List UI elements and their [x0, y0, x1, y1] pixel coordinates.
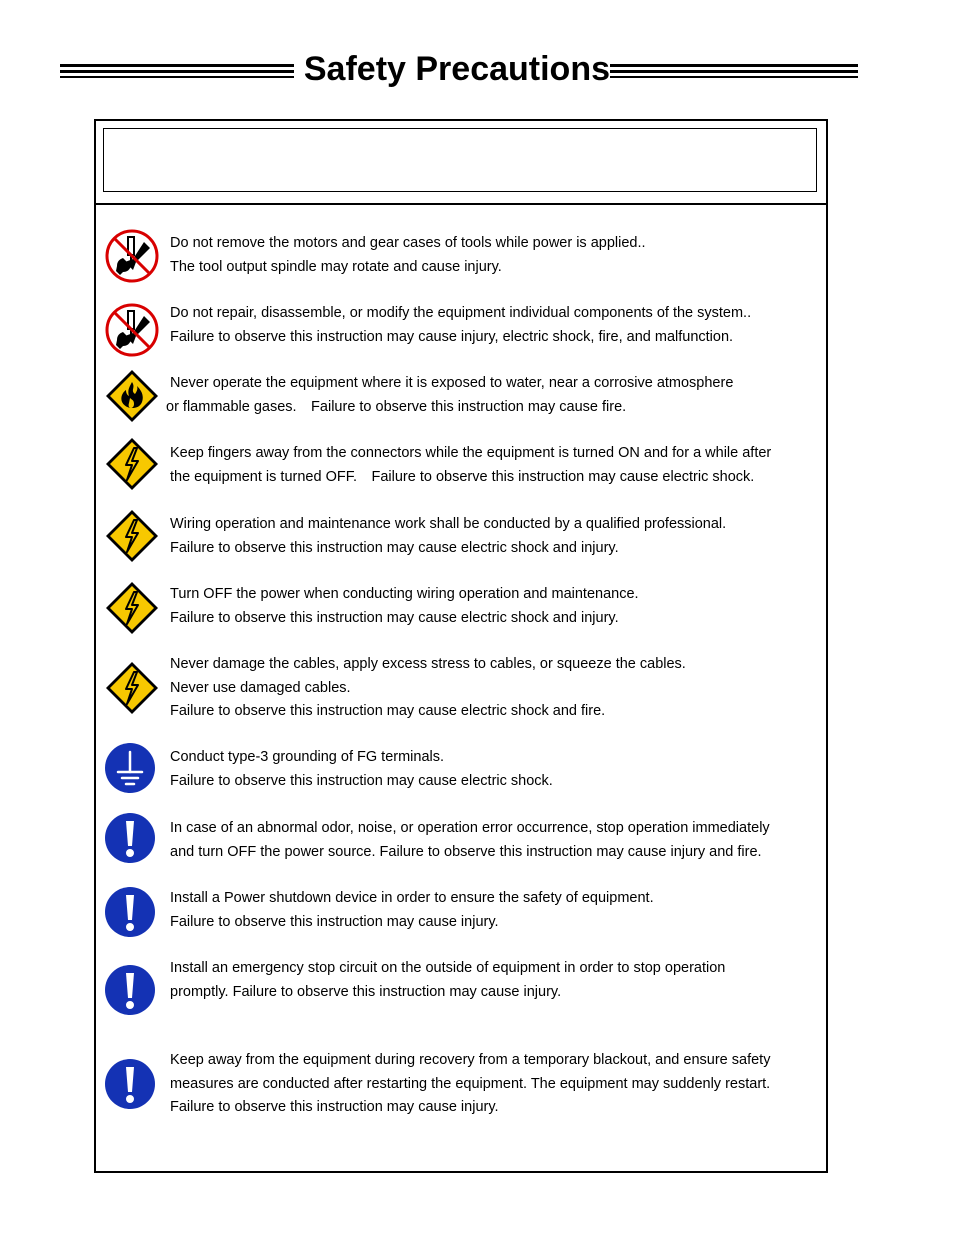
warning-header-panel	[94, 119, 830, 205]
precaution-line: or flammable gases. Failure to observe this instruction may cause fire.	[166, 398, 627, 415]
precaution-text	[170, 302, 824, 349]
precaution-text	[170, 746, 824, 793]
precaution-text	[170, 817, 824, 864]
mandatory-icon	[104, 1058, 160, 1114]
precaution-line: the equipment is turned OFF. Failure to observe this instruction may cause electric shock.	[170, 468, 755, 485]
electric-shock-icon	[104, 660, 160, 716]
fire-hazard-icon	[104, 368, 160, 424]
precaution-text	[166, 372, 824, 419]
precaution-line: Never use damaged cables.	[170, 679, 351, 696]
precaution-text	[170, 1049, 824, 1120]
title-rule-left	[60, 64, 294, 80]
precaution-line: and turn OFF the power source. Failure to observe this instruction may cause injury and fire.	[170, 843, 762, 860]
precaution-line: measures are conducted after restarting the equipment. The equipment may suddenly restart.	[170, 1075, 771, 1092]
precaution-line: Failure to observe this instruction may cause injury.	[170, 913, 499, 930]
precaution-line: Failure to observe this instruction may cause electric shock.	[170, 772, 553, 789]
page-title: Safety Precautions	[303, 50, 610, 88]
mandatory-icon	[104, 812, 160, 868]
precaution-line: Never damage the cables, apply excess stress to cables, or squeeze the cables.	[170, 656, 686, 672]
precaution-text	[170, 513, 824, 560]
precaution-text	[170, 442, 824, 489]
precaution-line: Failure to observe this instruction may cause injury, electric shock, fire, and malfunction.	[170, 328, 734, 345]
precaution-text	[170, 653, 824, 724]
precaution-line: Install a Power shutdown device in order to ensure the safety of equipment.	[170, 890, 654, 906]
precaution-text	[170, 957, 824, 1004]
precaution-line: Failure to observe this instruction may cause electric shock and injury.	[170, 539, 619, 556]
no-disassembly-icon	[104, 228, 160, 284]
precaution-line: promptly. Failure to observe this instruction may cause injury.	[170, 983, 562, 1000]
ground-icon	[104, 742, 160, 798]
precaution-line: Conduct type-3 grounding of FG terminals.	[170, 749, 445, 765]
precaution-line: Never operate the equipment where it is exposed to water, near a corrosive atmosphere	[170, 375, 734, 391]
precaution-line: Failure to observe this instruction may cause electric shock and injury.	[170, 609, 619, 626]
precaution-line: Keep away from the equipment during recovery from a temporary blackout, and ensure safety	[170, 1052, 771, 1068]
mandatory-icon	[104, 964, 160, 1020]
precaution-line: In case of an abnormal odor, noise, or operation error occurrence, stop operation immediately	[170, 820, 770, 836]
precaution-line: Do not repair, disassemble, or modify the equipment individual components of the system..	[170, 305, 752, 321]
precaution-line: The tool output spindle may rotate and cause injury.	[170, 258, 502, 275]
precaution-text	[170, 232, 824, 279]
title-rule-right	[610, 64, 858, 80]
precaution-line: Install an emergency stop circuit on the outside of equipment in order to stop operation	[170, 960, 726, 976]
electric-shock-icon	[104, 580, 160, 636]
precaution-line: Do not remove the motors and gear cases of tools while power is applied..	[170, 235, 646, 251]
header-inner-frame	[103, 128, 817, 192]
mandatory-icon	[104, 886, 160, 942]
precaution-line: Wiring operation and maintenance work shall be conducted by a qualified professional.	[170, 516, 727, 532]
precaution-text	[170, 583, 824, 630]
electric-shock-icon	[104, 436, 160, 492]
precaution-line: Failure to observe this instruction may cause electric shock and fire.	[170, 703, 606, 719]
electric-shock-icon	[104, 508, 160, 564]
page-title-clip	[294, 48, 610, 90]
precaution-text	[170, 887, 824, 934]
precaution-line: Turn OFF the power when conducting wiring operation and maintenance.	[170, 586, 639, 602]
precaution-line: Failure to observe this instruction may cause injury.	[170, 1099, 499, 1115]
precaution-line: Keep fingers away from the connectors while the equipment is turned ON and for a while after	[170, 445, 772, 461]
no-disassembly-icon	[104, 302, 160, 358]
